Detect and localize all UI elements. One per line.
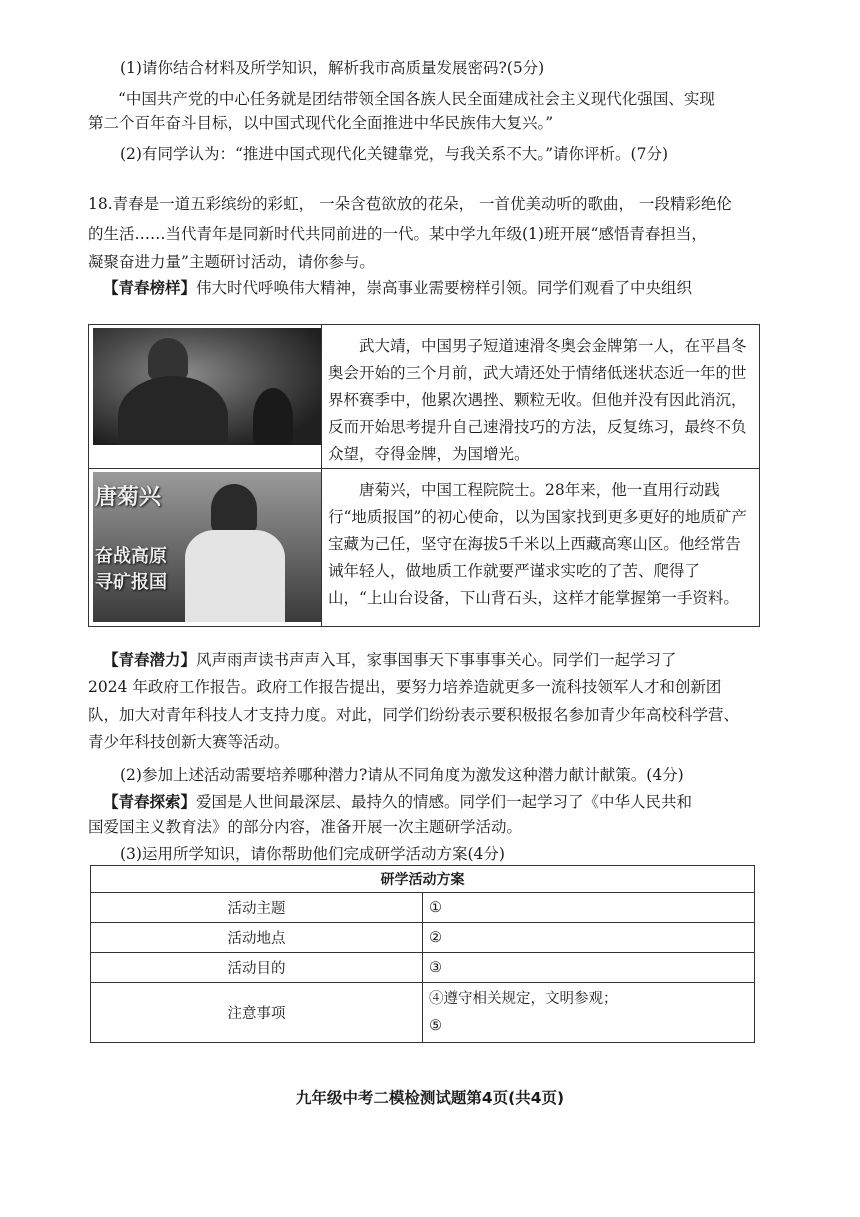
profile-text-1: 武大靖，中国男子短道速滑冬奥会金牌第一人，在平昌冬奥会开始的三个月前，武大靖还处于情绪低迷状态近一年的世界杯赛季中，他累次遇挫、颗粒无收。但他并没有因此消沉，反而开始思考提升自己速滑技巧的方法，反复练习，最终不负众望，夺得金牌，为国增光。 (328, 337, 747, 463)
photo-cell-2 (89, 469, 322, 627)
q18-sub2: (2)参加上述活动需要培养哪种潜力?请从不同角度为激发这种潜力献计献策。(4分) (120, 766, 684, 784)
profile-text-2: 唐菊兴，中国工程院院士。28年来，他一直用行动践行“地质报国”的初心使命，以为国家找到更多更好的地质矿产宝藏为己任，坚守在海拔5千米以上西藏高寒山区。他经常告诫年轻人，做地质工作就要严谨求实吃的了苦、爬得了山，“上山台设备，下山背石头，这样才能掌握第一手资料。 (328, 481, 747, 607)
explore-title: 【青春探索】 (103, 792, 197, 811)
page-footer: 九年级中考二模检测试题第4页(共4页) (295, 1089, 565, 1107)
q18-potential-line4: 青少年科技创新大赛等活动。 (88, 733, 290, 751)
profile-cell-1 (322, 325, 760, 469)
q17-sub2: (2)有同学认为：“推进中国式现代化关键靠党，与我关系不大。”请你评析。(7分) (120, 145, 669, 163)
profile-cell-2 (322, 469, 760, 627)
plan-value-location: ② (423, 923, 755, 953)
explore-text: 爱国是人世间最深层、最持久的情感。同学们一起学习了《中华人民共和 (196, 793, 693, 811)
plan-value-theme: ① (423, 893, 755, 923)
photo-caption-name: 唐菊兴 (95, 485, 162, 510)
plan-label-purpose: 活动目的 (91, 953, 423, 983)
plan-value-purpose: ③ (423, 953, 755, 983)
plan-label-notes: 注意事项 (91, 983, 423, 1043)
role-model-table (88, 324, 760, 627)
study-plan-table (90, 865, 755, 1043)
model-title: 【青春榜样】 (103, 278, 197, 297)
q18-explore-line1 (103, 791, 692, 813)
plan-label-location: 活动地点 (91, 923, 423, 953)
plan-note-4: ④遵守相关规定，文明参观； (429, 990, 618, 1007)
q18-potential-line3: 队，加大对青年科技人才支持力度。对此，同学们纷纷表示要积极报名参加青少年高校科学营、 (88, 706, 740, 724)
potential-title: 【青春潜力】 (103, 650, 197, 669)
q18-potential-line1 (103, 649, 677, 671)
model-text: 伟大时代呼唤伟大精神，崇高事业需要榜样引领。同学们观看了中央组织 (196, 279, 693, 297)
photo-caption-1: 奋战高原 (95, 546, 167, 567)
q18-model-line (103, 277, 692, 299)
plan-label-theme: 活动主题 (91, 893, 423, 923)
athlete-photo (93, 328, 321, 445)
q17-quote-line2: 第二个百年奋斗目标，以中国式现代化全面推进中华民族伟大复兴。” (88, 114, 554, 132)
q18-explore-line2: 国爱国主义教育法》的部分内容，准备开展一次主题研学活动。 (88, 818, 523, 836)
potential-text: 风声雨声读书声声入耳，家事国事天下事事事关心。同学们一起学习了 (196, 651, 677, 669)
q18-sub3: (3)运用所学知识，请你帮助他们完成研学活动方案(4分) (120, 845, 505, 863)
plan-value-notes (423, 983, 755, 1043)
q17-quote-line1: “中国共产党的中心任务就是团结带领全国各族人民全面建成社会主义现代化强国、实现 (118, 90, 715, 108)
photo-caption-2: 寻矿报国 (95, 572, 167, 593)
q17-sub1: (1)请你结合材料及所学知识，解析我市高质量发展密码?(5分) (120, 59, 545, 77)
plan-note-5: ⑤ (429, 1017, 442, 1034)
q18-potential-line2: 2024 年政府工作报告。政府工作报告提出，要努力培养造就更多一流科技领军人才和创新团 (88, 678, 722, 696)
q18-intro-line1: 18.青春是一道五彩缤纷的彩虹， 一朵含苞欲放的花朵， 一首优美动听的歌曲， 一段精彩绝伦 (88, 195, 732, 213)
q18-intro-line3: 凝聚奋进力量”主题研讨活动，请你参与。 (88, 253, 375, 271)
scientist-photo (93, 472, 321, 622)
q18-intro-line2: 的生活……当代青年是同新时代共同前进的一代。某中学九年级(1)班开展“感悟青春担当， (88, 225, 707, 243)
photo-cell-1 (89, 325, 322, 469)
plan-title: 研学活动方案 (91, 866, 755, 893)
